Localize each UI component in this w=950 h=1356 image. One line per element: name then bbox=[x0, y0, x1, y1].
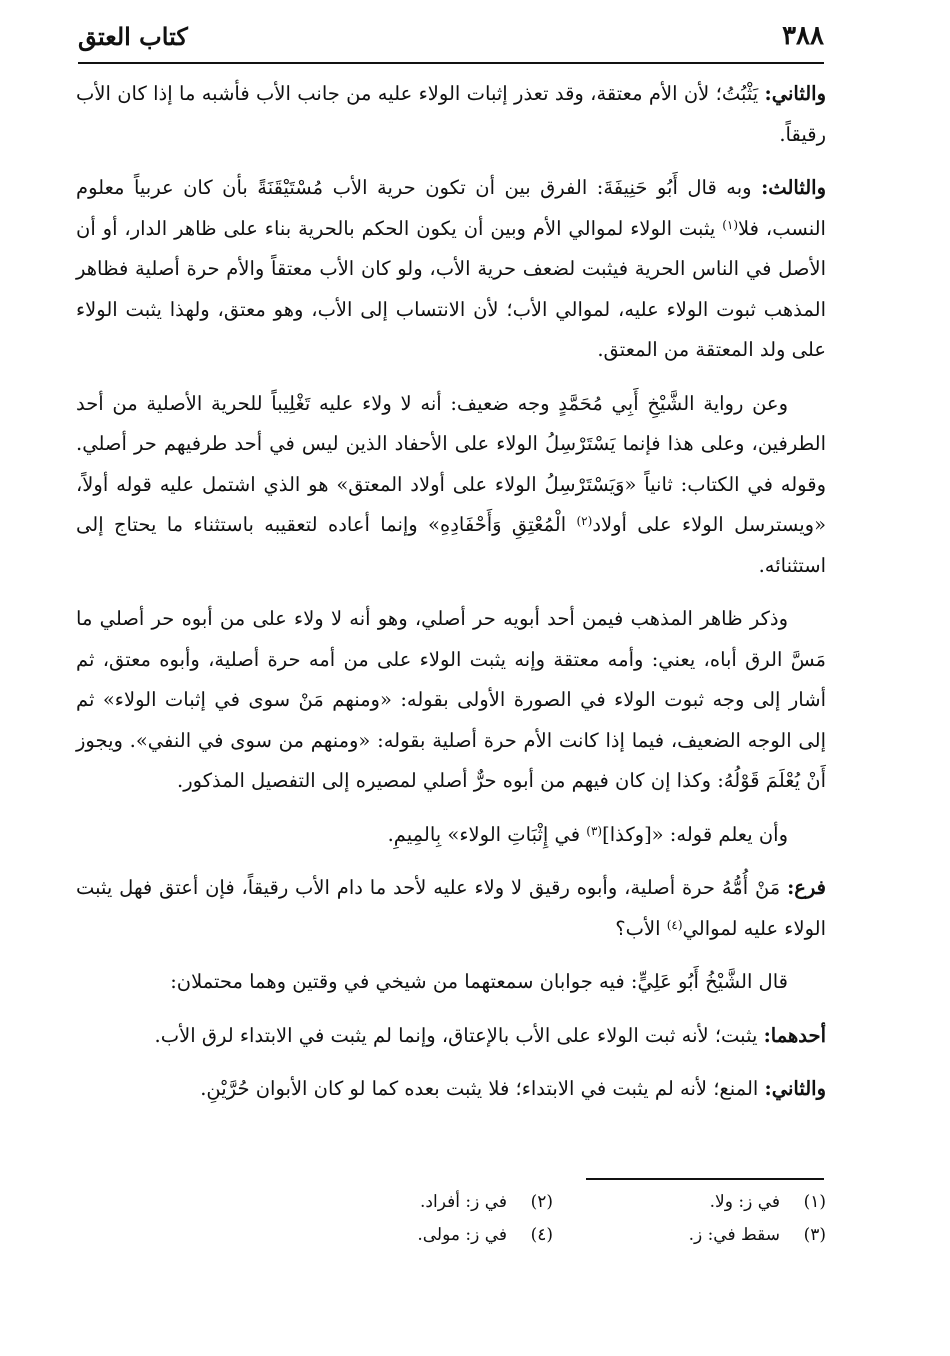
footnote-2 bbox=[280, 1186, 553, 1219]
paragraph-text: يثبت الولاء لموالي الأم وبين أن يكون الحكم بالحرية بناء على ظاهر الدار، أو أن الأصل في الناس الحرية فيثبت لضعف حرية الأب، ولو كان الأب معتقاً والأم حرة أصلية فظاهر المذهب ثبوت الولاء عليه، لموالي الأب؛ لأن الانتساب إلى الأب، وهو معتق، ولهذا يثبت الولاء على ولد المعتقة من المعتق. bbox=[76, 216, 826, 361]
footnote-number: (٣) bbox=[803, 1225, 826, 1245]
footnote-text: في ز: مولى. bbox=[417, 1225, 507, 1245]
footnote-number: (٤) bbox=[530, 1225, 553, 1245]
paragraph-text: في إِثْبَاتِ الولاء» بِالمِيمِ. bbox=[387, 822, 587, 846]
footnote-ref-3: (٣) bbox=[586, 823, 603, 838]
paragraph-1 bbox=[76, 74, 826, 155]
page-number: ٣٨٨ bbox=[782, 21, 824, 51]
paragraph-lead: والثاني: bbox=[764, 82, 826, 105]
footnote-text: في ز: أفراد. bbox=[420, 1192, 507, 1212]
main-text bbox=[76, 74, 826, 1123]
footnote-text: سقط في: ز. bbox=[688, 1225, 780, 1245]
running-header bbox=[78, 14, 824, 58]
paragraph-text: يَثْبُتُ؛ لأن الأم معتقة، وقد تعذر إثبات الولاء عليه من جانب الأب فأشبه ما إذا كان الأب رقيقاً. bbox=[76, 82, 826, 146]
footnote-3 bbox=[553, 1219, 826, 1252]
paragraph-7 bbox=[76, 962, 826, 1003]
footnotes bbox=[280, 1186, 826, 1252]
paragraph-9 bbox=[76, 1069, 826, 1110]
footnote-number: (٢) bbox=[530, 1192, 553, 1212]
book-title: كتاب العتق bbox=[78, 21, 188, 51]
paragraph-6 bbox=[76, 868, 826, 949]
footnote-number: (١) bbox=[803, 1192, 826, 1212]
footnote-ref-4: (٤) bbox=[666, 917, 683, 932]
paragraph-lead: أحدهما: bbox=[763, 1023, 826, 1047]
footnote-row bbox=[280, 1219, 826, 1252]
paragraph-lead: والثالث: bbox=[761, 176, 826, 199]
footnote-1 bbox=[553, 1186, 826, 1219]
paragraph-text: مَنْ أُمُّهُ حرة أصلية، وأبوه رقيق لا ولاء عليه لأحد ما دام الأب رقيقاً، فإن أعتق فهل يثبت الولاء عليه لموالي bbox=[76, 876, 826, 940]
paragraph-2 bbox=[76, 168, 826, 371]
footnote-ref-2: (٢) bbox=[576, 514, 593, 528]
paragraph-text: وعن رواية الشَّيْخِ أَبِي مُحَمَّدٍ وجه ضعيف: أنه لا ولاء عليه تَغْلِيباً للحرية الأصلية من أحد الطرفين، وعلى هذا فإنما يَسْتَرْسِلُ الولاء على الأحفاد الذين ليس في أحد طرفيهم حر أصلي. وقوله في الكتاب: ثانياً «وَيَسْتَرْسِلُ الولاء على أولاد المعتق» هو الذي اشتمل عليه قوله أولاً، «ويسترسل الولاء على أولاد bbox=[76, 391, 826, 536]
paragraph-text: يثبت؛ لأنه ثبت الولاء على الأب بالإعتاق، وإنما لم يثبت في الابتداء لرق الأب. bbox=[154, 1023, 764, 1047]
paragraph-8 bbox=[76, 1016, 826, 1057]
footnote-4 bbox=[280, 1219, 553, 1252]
paragraph-text: قال الشَّيْخُ أَبُو عَلِيٍّ: فيه جوابان سمعتهما من شيخي في وقتين وهما محتملان: bbox=[170, 970, 788, 993]
paragraph-4 bbox=[76, 599, 826, 802]
paragraph-lead: فرع: bbox=[787, 876, 826, 899]
paragraph-5 bbox=[76, 815, 826, 856]
paragraph-text: الْمُعْتِقِ وَأَحْفَادِهِ» وإنما أعاده لتعقيبه باستثناء ما يحتاج إلى استثنائه. bbox=[76, 513, 826, 577]
paragraph-text: وأن يعلم قوله: «[وكذا] bbox=[602, 822, 788, 846]
footnote-ref-1: (١) bbox=[722, 217, 739, 232]
paragraph-text: الأب؟ bbox=[615, 916, 667, 940]
header-rule bbox=[78, 62, 824, 64]
paragraph-3 bbox=[76, 384, 826, 587]
paragraph-lead: والثاني: bbox=[764, 1077, 826, 1100]
paragraph-text: وبه قال أَبُو حَنِيفَةَ: الفرق بين أن تكون حرية الأب مُسْتَيْقَنَةً بأن كان عربياً معلوم النسب، فلا bbox=[76, 176, 826, 240]
footnote-text: في ز: ولا. bbox=[709, 1192, 780, 1212]
paragraph-text: وذكر ظاهر المذهب فيمن أحد أبويه حر أصلي، وهو أنه لا ولاء على من أبوه حر أصلي ما مَسَّ الرق أباه، يعني: وأمه معتقة وإنه يثبت الولاء على من أمه حرة أصلية، وأبوه معتق، ثم أشار إلى وجه ثبوت الولاء في الصورة الأولى بقوله: «ومنهم مَنْ سوى في إثبات الولاء» ثم إلى الوجه الضعيف، فيما إذا كانت الأم حرة أصلية بقوله: «ومنهم من سوى في النفي». ويجوز أَنْ يُعْلَمَ قَوْلُهُ: وكذا إن كان فيهم من أبوه حرٌّ أصلي لمصيره إلى التفصيل المذكور. bbox=[76, 607, 826, 792]
footnote-rule bbox=[586, 1178, 824, 1180]
paragraph-text: المنع؛ لأنه لم يثبت في الابتداء؛ فلا يثبت بعده كما لو كان الأبوان حُرَّيْنِ. bbox=[200, 1077, 765, 1100]
footnote-row bbox=[280, 1186, 826, 1219]
